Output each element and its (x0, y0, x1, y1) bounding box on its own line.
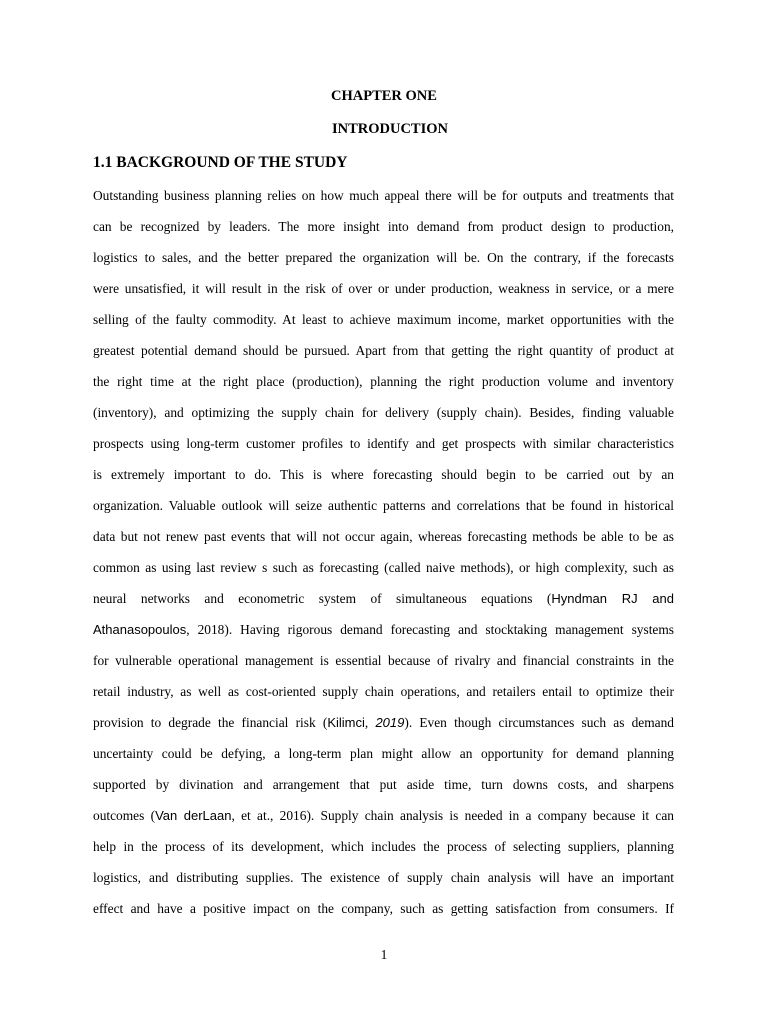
paragraph-line (93, 335, 674, 366)
line-text: , 2018). Having rigorous demand forecasting and stocktaking management systems (186, 622, 674, 637)
line-text: the right time at the right place (production), planning the right production volume and inventory (93, 374, 674, 389)
paragraph-line (93, 273, 674, 304)
paragraph-line (93, 552, 674, 583)
citation-year: 2019 (375, 715, 405, 730)
line-text: (inventory), and optimizing the supply chain for delivery (supply chain). Besides, finding valuable (93, 405, 674, 420)
citation-author: Van derLaan (155, 808, 232, 823)
line-text: prospects using long-term customer profiles to identify and get prospects with similar characteristics (93, 436, 674, 451)
line-text: ). Even though circumstances such as demand (404, 715, 675, 730)
paragraph-line (93, 831, 674, 862)
line-text: Outstanding business planning relies on how much appeal there will be for outputs and treatments that (93, 188, 674, 203)
paragraph-line (93, 707, 674, 738)
line-text: can be recognized by leaders. The more insight into demand from product design to production, (93, 219, 674, 234)
line-text: effect and have a positive impact on the company, such as getting satisfaction from consumers. If (93, 901, 674, 916)
paragraph-line (93, 304, 674, 335)
page-number: 1 (380, 947, 388, 962)
paragraph-line (93, 583, 674, 614)
paragraph-line (93, 738, 674, 769)
citation-author: Kilimci (327, 715, 365, 730)
paragraph-line (93, 645, 674, 676)
paragraph-line (93, 521, 674, 552)
line-text: retail industry, as well as cost-oriented supply chain operations, and retailers entail to optimize their (93, 684, 674, 699)
chapter-subtitle: INTRODUCTION (331, 121, 448, 137)
line-text: logistics, and distributing supplies. The existence of supply chain analysis will have an important (93, 870, 674, 885)
line-text: selling of the faulty commodity. At least to achieve maximum income, market opportunities with the (93, 312, 674, 327)
line-text: supported by divination and arrangement that put aside time, turn downs costs, and sharpens (93, 777, 674, 792)
line-text: , et at., 2016). Supply chain analysis is needed in a company because it can (231, 808, 674, 823)
body-paragraph (93, 180, 674, 924)
chapter-title: CHAPTER ONE (331, 88, 437, 104)
line-text: provision to degrade the financial risk ( (93, 715, 328, 730)
section-heading: 1.1 BACKGROUND OF THE STUDY (93, 154, 348, 171)
paragraph-line (93, 366, 674, 397)
line-text: outcomes ( (93, 808, 156, 823)
paragraph-line (93, 800, 674, 831)
line-text: were unsatisfied, it will result in the risk of over or under production, weakness in service, or a mere (93, 281, 674, 296)
line-text: organization. Valuable outlook will seize authentic patterns and correlations that be found in historical (93, 498, 674, 513)
paragraph-line (93, 242, 674, 273)
paragraph-line (93, 614, 674, 645)
line-text: logistics to sales, and the better prepared the organization will be. On the contrary, if the forecasts (93, 250, 674, 265)
paragraph-line (93, 490, 674, 521)
line-text: uncertainty could be defying, a long-term plan might allow an opportunity for demand planning (93, 746, 674, 761)
paragraph-line (93, 428, 674, 459)
line-text: greatest potential demand should be pursued. Apart from that getting the right quantity of product at (93, 343, 674, 358)
paragraph-line (93, 180, 674, 211)
line-text: help in the process of its development, which includes the process of selecting suppliers, planning (93, 839, 674, 854)
paragraph-line (93, 397, 674, 428)
line-text: common as using last review s such as forecasting (called naive methods), or high complexity, such as (93, 560, 674, 575)
line-text: is extremely important to do. This is where forecasting should begin to be carried out by an (93, 467, 674, 482)
paragraph-line (93, 676, 674, 707)
line-text: data but not renew past events that will not occur again, whereas forecasting methods be able to be as (93, 529, 674, 544)
paragraph-line (93, 211, 674, 242)
line-text: , (364, 715, 376, 730)
paragraph-line (93, 862, 674, 893)
paragraph-line (93, 893, 674, 924)
citation-author: Hyndman RJ and (551, 591, 674, 606)
paragraph-line (93, 459, 674, 490)
line-text: neural networks and econometric system of simultaneous equations ( (93, 591, 552, 606)
line-text: for vulnerable operational management is essential because of rivalry and financial constraints in the (93, 653, 674, 668)
citation-author: Athanasopoulos (93, 622, 187, 637)
paragraph-line (93, 769, 674, 800)
